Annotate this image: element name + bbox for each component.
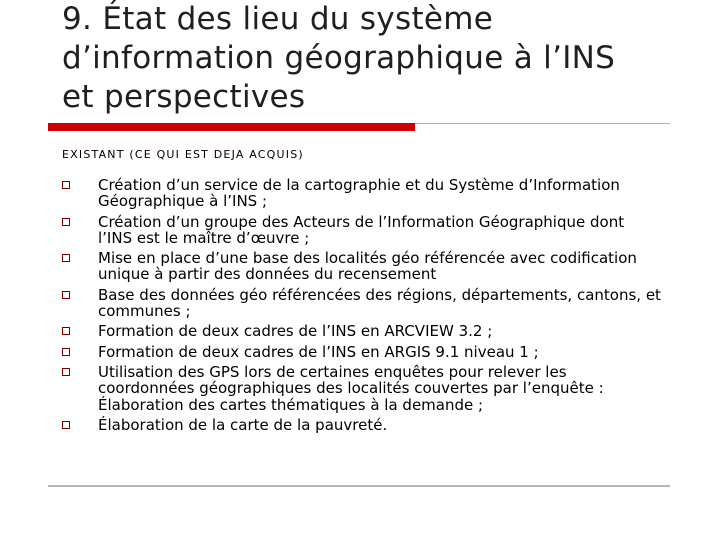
- square-bullet-icon: [62, 291, 70, 299]
- title-line: d’information géographique à l’INS: [62, 40, 616, 76]
- list-item-text: Utilisation des GPS lors de certaines enquêtes pour relever les coordonnées géographiques des localités couvertes par l’enquête : Élaboration des cartes thématiques à la demande ;: [98, 362, 604, 414]
- list-item: [62, 364, 662, 413]
- list-item: [62, 323, 662, 339]
- list-item: [62, 287, 662, 320]
- square-bullet-icon: [62, 421, 70, 429]
- footer-divider: [48, 486, 670, 487]
- list-item-text: Formation de deux cadres de l’INS en ARCVIEW 3.2 ;: [98, 322, 493, 341]
- square-bullet-icon: [62, 368, 70, 376]
- title-line: 9. État des lieu du système: [62, 1, 494, 37]
- list-item: [62, 417, 662, 433]
- footer-accent-line: [48, 485, 670, 486]
- square-bullet-icon: [62, 218, 70, 226]
- list-item-text: Création d’un service de la cartographie et du Système d’Information Géographique à l’INS ;: [98, 176, 620, 211]
- square-bullet-icon: [62, 348, 70, 356]
- list-item-text: Base des données géo référencées des régions, départements, cantons, et communes ;: [98, 285, 661, 321]
- section-heading: EXISTANT (CE QUI EST DEJA ACQUIS): [62, 148, 304, 161]
- list-item-text: Élaboration de la carte de la pauvreté.: [98, 415, 388, 434]
- list-item-text: Création d’un groupe des Acteurs de l’Information Géographique dont l’INS est le maître d’œuvre ;: [98, 212, 625, 247]
- bullet-list: [62, 177, 662, 437]
- list-item-text: Mise en place d’une base des localités géo référencée avec codification unique à partir des données du recensement: [98, 249, 637, 284]
- list-item: [62, 177, 662, 210]
- square-bullet-icon: [62, 254, 70, 262]
- list-item-text: Formation de deux cadres de l’INS en ARGIS 9.1 niveau 1 ;: [98, 342, 539, 361]
- title-accent-bar: [48, 123, 415, 131]
- square-bullet-icon: [62, 327, 70, 335]
- list-item: [62, 250, 662, 283]
- square-bullet-icon: [62, 181, 70, 189]
- list-item: [62, 344, 662, 360]
- title-line: et perspectives: [62, 79, 306, 115]
- list-item: [62, 214, 662, 247]
- slide-title: [62, 0, 702, 117]
